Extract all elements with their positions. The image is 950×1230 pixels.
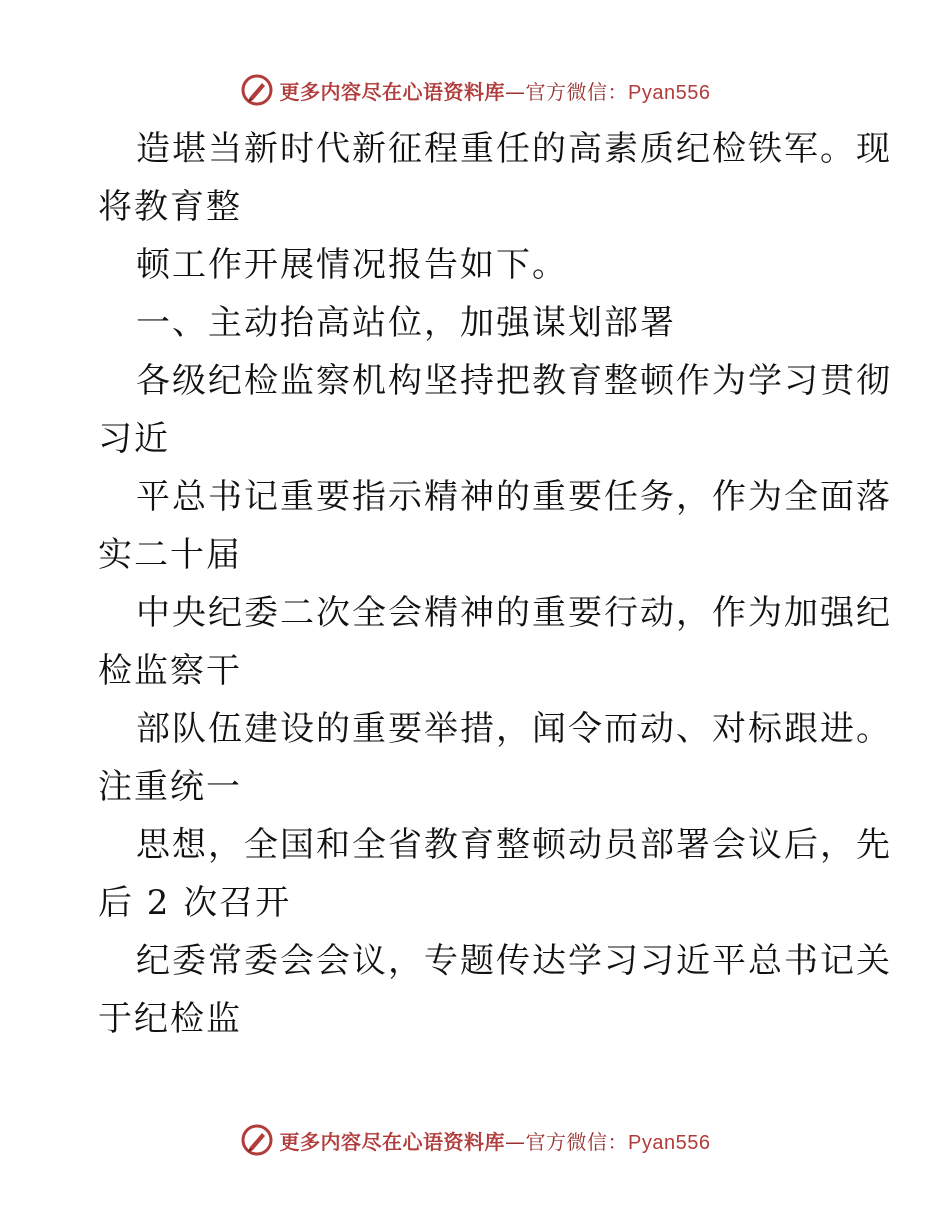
footer-site-name: 更多内容尽在心语资料库 xyxy=(279,1129,506,1154)
footer-separator: — xyxy=(505,1129,526,1154)
pen-logo-icon xyxy=(240,73,274,107)
header-banner-text xyxy=(280,76,711,105)
footer-wechat-id: Pyan556 xyxy=(628,1131,711,1154)
document-body xyxy=(98,120,892,1048)
body-line-13: 思想，全国和全省教育整顿动员部署会议后，先 xyxy=(136,825,892,865)
body-line-10: 检监察干 xyxy=(98,651,242,691)
body-line-11: 部队伍建设的重要举措，闻令而动、对标跟进。 xyxy=(136,709,892,749)
header-wechat-label: 官方微信： xyxy=(525,79,629,104)
body-line-15: 纪委常委会会议，专题传达学习习近平总书记关 xyxy=(136,941,892,981)
pen-logo-icon xyxy=(240,1123,274,1157)
header-separator: — xyxy=(505,79,526,104)
body-line-3: 顿工作开展情况报告如下。 xyxy=(136,245,568,285)
body-line-9: 中央纪委二次全会精神的重要行动，作为加强纪 xyxy=(136,593,892,633)
body-line-7: 平总书记重要指示精神的重要任务，作为全面落 xyxy=(136,477,892,517)
body-line-1: 造堪当新时代新征程重任的高素质纪检铁军。现 xyxy=(136,129,892,169)
header-banner-inner xyxy=(240,73,711,107)
footer-wechat-label: 官方微信： xyxy=(525,1129,629,1154)
body-line-14: 后 2 次召开 xyxy=(98,883,292,923)
body-line-2: 将教育整 xyxy=(98,187,242,227)
header-wechat-id: Pyan556 xyxy=(628,81,711,104)
body-line-5: 各级纪检监察机构坚持把教育整顿作为学习贯彻 xyxy=(136,361,892,401)
body-line-16: 于纪检监 xyxy=(98,999,242,1039)
footer-banner xyxy=(0,1120,950,1160)
header-site-name: 更多内容尽在心语资料库 xyxy=(279,79,506,104)
body-line-12: 注重统一 xyxy=(98,767,242,807)
header-banner xyxy=(0,70,950,110)
footer-banner-text xyxy=(280,1126,711,1155)
body-line-8: 实二十届 xyxy=(98,535,242,575)
footer-banner-inner xyxy=(240,1123,711,1157)
body-line-6: 习近 xyxy=(98,419,170,459)
section-heading-1: 一、主动抬高站位，加强谋划部署 xyxy=(136,303,676,343)
